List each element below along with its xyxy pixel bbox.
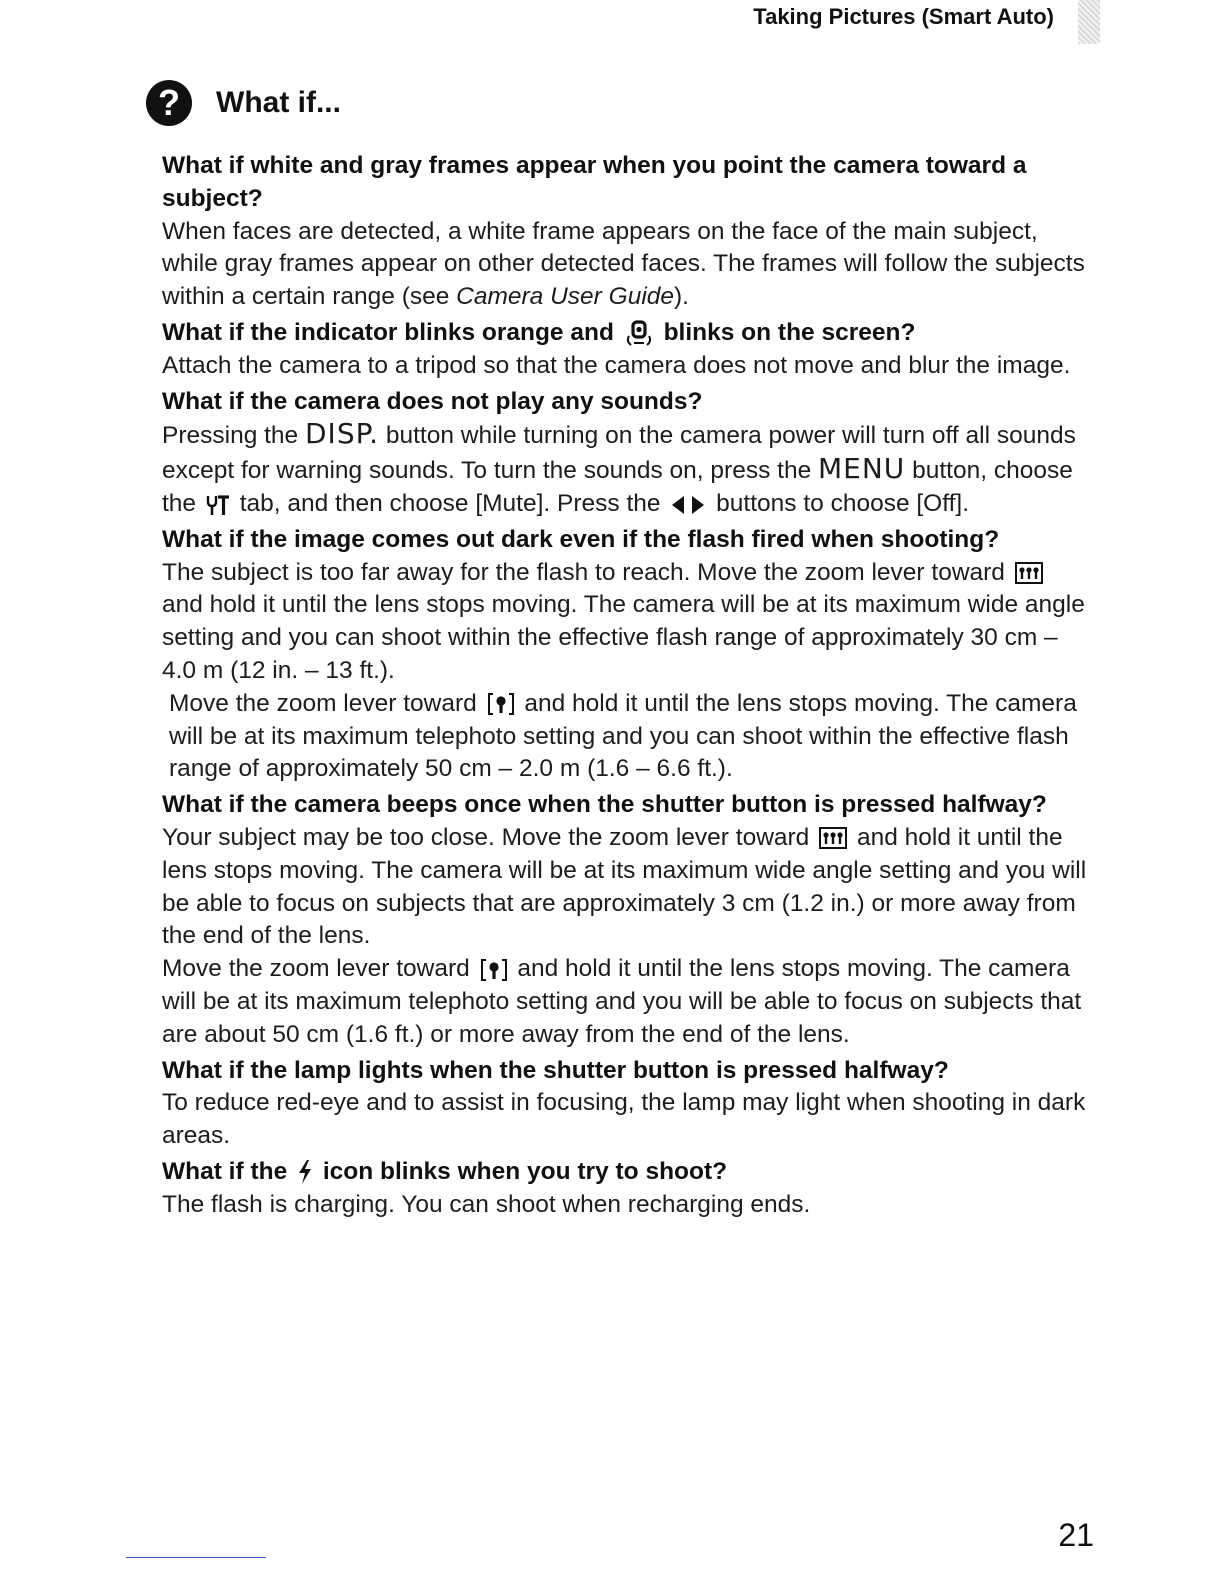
faq-item xyxy=(162,317,1092,383)
faq-question: What if the lamp lights when the shutter button is pressed halfway? xyxy=(162,1056,949,1084)
page-number: 21 xyxy=(1058,1517,1094,1553)
left-right-arrows-icon xyxy=(670,495,706,515)
section-header: Taking Pictures (Smart Auto) xyxy=(753,4,1054,29)
settings-tab-icon xyxy=(206,494,230,516)
faq-item xyxy=(162,150,1092,314)
guide-reference: Camera User Guide xyxy=(456,283,675,311)
faq-answer: When faces are detected, a white frame appears on the face of the main subject, while gray frames appear on other detected faces. The frames will follow the subjects within a certain range (see Camera User Guide). xyxy=(162,217,1085,311)
zoom-tele-icon xyxy=(480,959,508,981)
faq-item xyxy=(162,789,1092,1051)
what-if-title: What if... xyxy=(216,86,341,119)
faq-item xyxy=(162,1055,1092,1153)
zoom-wide-icon xyxy=(819,827,847,849)
flash-icon xyxy=(297,1159,313,1185)
faq-answer: The subject is too far away for the flash to reach. Move the zoom lever toward and hold it until the lens stops moving. The camera will be at its maximum wide angle setting and you can shoot within the effective flash range of approximately 30 cm – 4.0 m (12 in. – 13 ft.). Move the zoom lever toward and hold it until the lens stops moving. The camera will be at its maximum telephoto setting and you can shoot within the effective flash range of approximately 50 cm – 2.0 m (1.6 – 6.6 ft.). xyxy=(162,558,1085,783)
what-if-heading xyxy=(146,80,341,126)
faq-item xyxy=(162,524,1092,786)
zoom-wide-icon xyxy=(1015,562,1043,584)
faq-question: What if the indicator blinks orange and blinks on the screen? xyxy=(162,317,1092,350)
faq-answer: To reduce red-eye and to assist in focusing, the lamp may light when shooting in dark areas. xyxy=(162,1089,1086,1150)
faq-answer: Attach the camera to a tripod so that the camera does not move and blur the image. xyxy=(162,351,1071,379)
faq-item xyxy=(162,1156,1092,1222)
faq-answer: Your subject may be too close. Move the zoom lever toward and hold it until the lens stops moving. The camera will be at its maximum wide angle setting and you will be able to focus on subjects that are approximately 3 cm (1.2 in.) or more away from the end of the lens. Move the zoom lever toward and hold it until the lens stops moving. The camera will be at its maximum telephoto setting and you will be able to focus on subjects that are about 50 cm (1.6 ft.) or more away from the end of the lens. xyxy=(162,823,1087,1048)
menu-button-label: MENU xyxy=(818,452,906,486)
faq-question: What if white and gray frames appear when you point the camera toward a subject? xyxy=(162,152,1027,212)
faq-item xyxy=(162,386,1092,521)
faq-question: What if the camera does not play any sounds? xyxy=(162,387,703,415)
faq-list xyxy=(162,150,1092,1225)
question-circle-icon: ? xyxy=(146,80,192,126)
footer-rule xyxy=(126,1557,266,1558)
faq-answer: Pressing the DISP. button while turning on the camera power will turn off all sounds except for warning sounds. To turn the sounds on, press the MENU button, choose the tab, and then choose [Mute]. Press the buttons to choose [Off]. xyxy=(162,417,1076,517)
camera-shake-icon xyxy=(624,319,654,349)
zoom-tele-icon xyxy=(487,693,515,715)
page-edge-tab xyxy=(1078,0,1100,44)
faq-question: What if the camera beeps once when the shutter button is pressed halfway? xyxy=(162,791,1047,819)
faq-question: What if the icon blinks when you try to shoot? xyxy=(162,1157,728,1185)
faq-question: What if the image comes out dark even if the flash fired when shooting? xyxy=(162,525,1000,553)
faq-answer: The flash is charging. You can shoot when recharging ends. xyxy=(162,1190,811,1218)
disp-button-label: DISP. xyxy=(305,417,380,451)
